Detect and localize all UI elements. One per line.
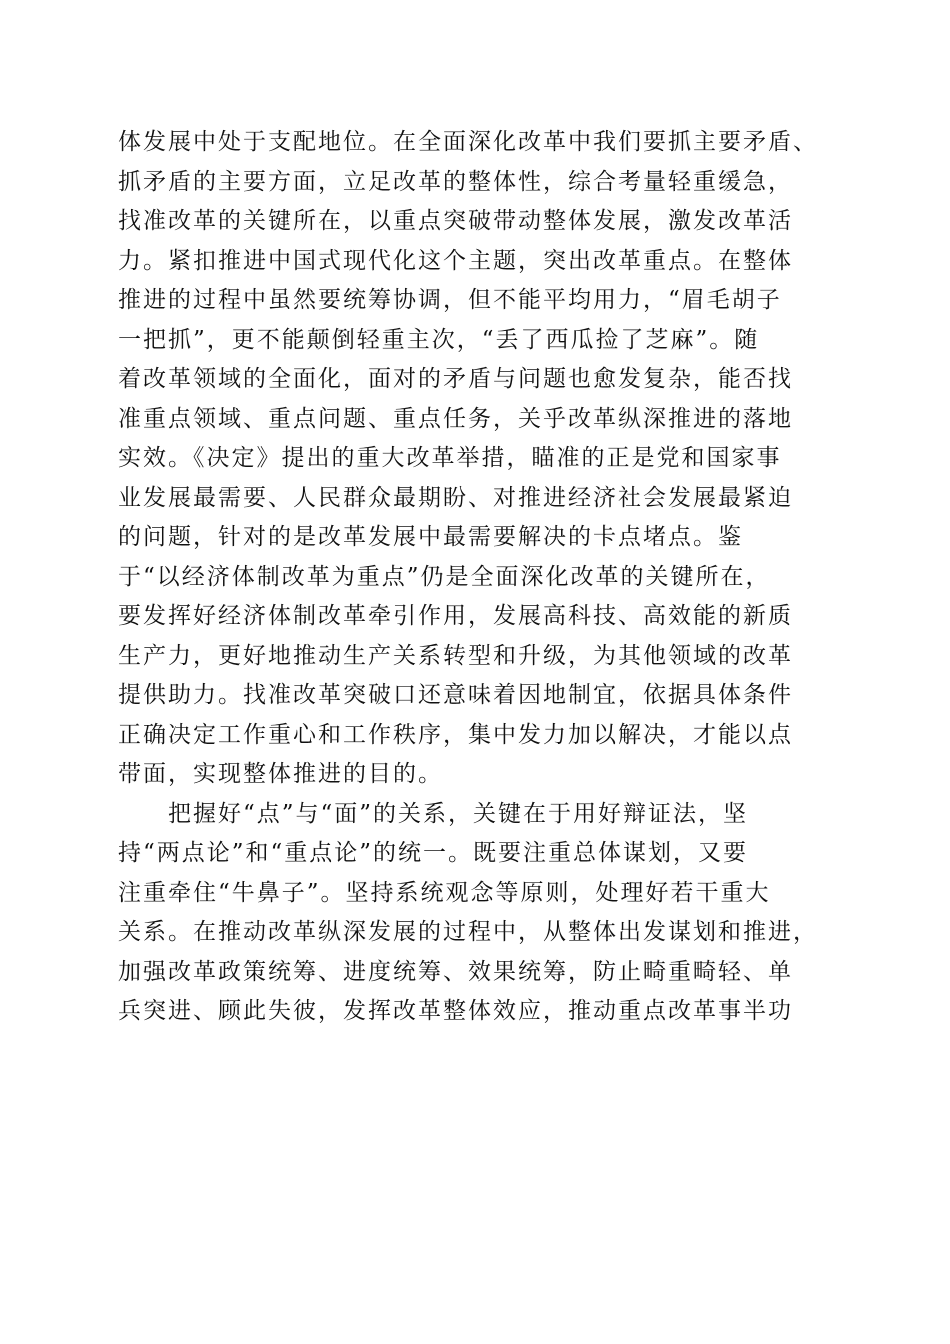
body-text	[118, 123, 858, 1032]
text-line: 于“以经济体制改革为重点”仍是全面深化改革的关键所在，	[118, 563, 771, 590]
text-line: 着改革领域的全面化，面对的矛盾与问题也愈发复杂，能否找	[118, 366, 793, 392]
paragraph-2	[118, 795, 858, 1032]
text-line: 力。紧扣推进中国式现代化这个主题，突出改革重点。在整体	[118, 247, 793, 274]
text-line: 准重点领域、重点问题、重点任务，关乎改革纵深推进的落地	[118, 405, 793, 432]
text-line: 找准改革的关键所在，以重点突破带动整体发展，激发改革活	[118, 208, 793, 234]
text-line: 的问题，针对的是改革发展中最需要解决的卡点堵点。鉴	[118, 524, 743, 550]
text-line: 关系。在推动改革纵深发展的过程中，从整体出发谋划和推进，	[118, 919, 818, 945]
text-line: 把握好“点”与“面”的关系，关键在于用好辩证法，坚	[168, 800, 749, 827]
text-line: 正确决定工作重心和工作秩序，集中发力加以解决，才能以点	[118, 721, 793, 748]
text-line: 注重牵住“牛鼻子”。坚持系统观念等原则，处理好若干重大	[118, 879, 771, 906]
text-line: 兵突进、顾此失彼，发挥改革整体效应，推动重点改革事半功	[118, 998, 793, 1024]
text-line: 加强改革政策统筹、进度统筹、效果统筹，防止畸重畸轻、单	[118, 958, 793, 985]
text-line: 业发展最需要、人民群众最期盼、对推进经济社会发展最紧迫	[118, 484, 793, 511]
text-line: 实效。《决定》提出的重大改革举措，瞄准的正是党和国家事	[118, 445, 782, 471]
text-line: 推进的过程中虽然要统筹协调，但不能平均用力，“眉毛胡子	[118, 287, 782, 313]
text-line: 生产力，更好地推动生产关系转型和升级，为其他领域的改革	[118, 642, 793, 669]
text-line: 一把抓”，更不能颠倒轻重主次，“丢了西瓜捡了芝麻”。随	[118, 326, 760, 353]
text-line: 带面，实现整体推进的目的。	[118, 761, 443, 787]
text-line: 体发展中处于支配地位。在全面深化改革中我们要抓主要矛盾、	[118, 129, 818, 155]
text-line: 抓矛盾的主要方面，立足改革的整体性，综合考量轻重缓急，	[118, 168, 793, 195]
text-line: 持“两点论”和“重点论”的统一。既要注重总体谋划，又要	[118, 840, 749, 866]
text-line: 提供助力。找准改革突破口还意味着因地制宜，依据具体条件	[118, 682, 793, 708]
paragraph-1	[118, 123, 858, 795]
text-line: 要发挥好经济体制改革牵引作用，发展高科技、高效能的新质	[118, 603, 793, 629]
